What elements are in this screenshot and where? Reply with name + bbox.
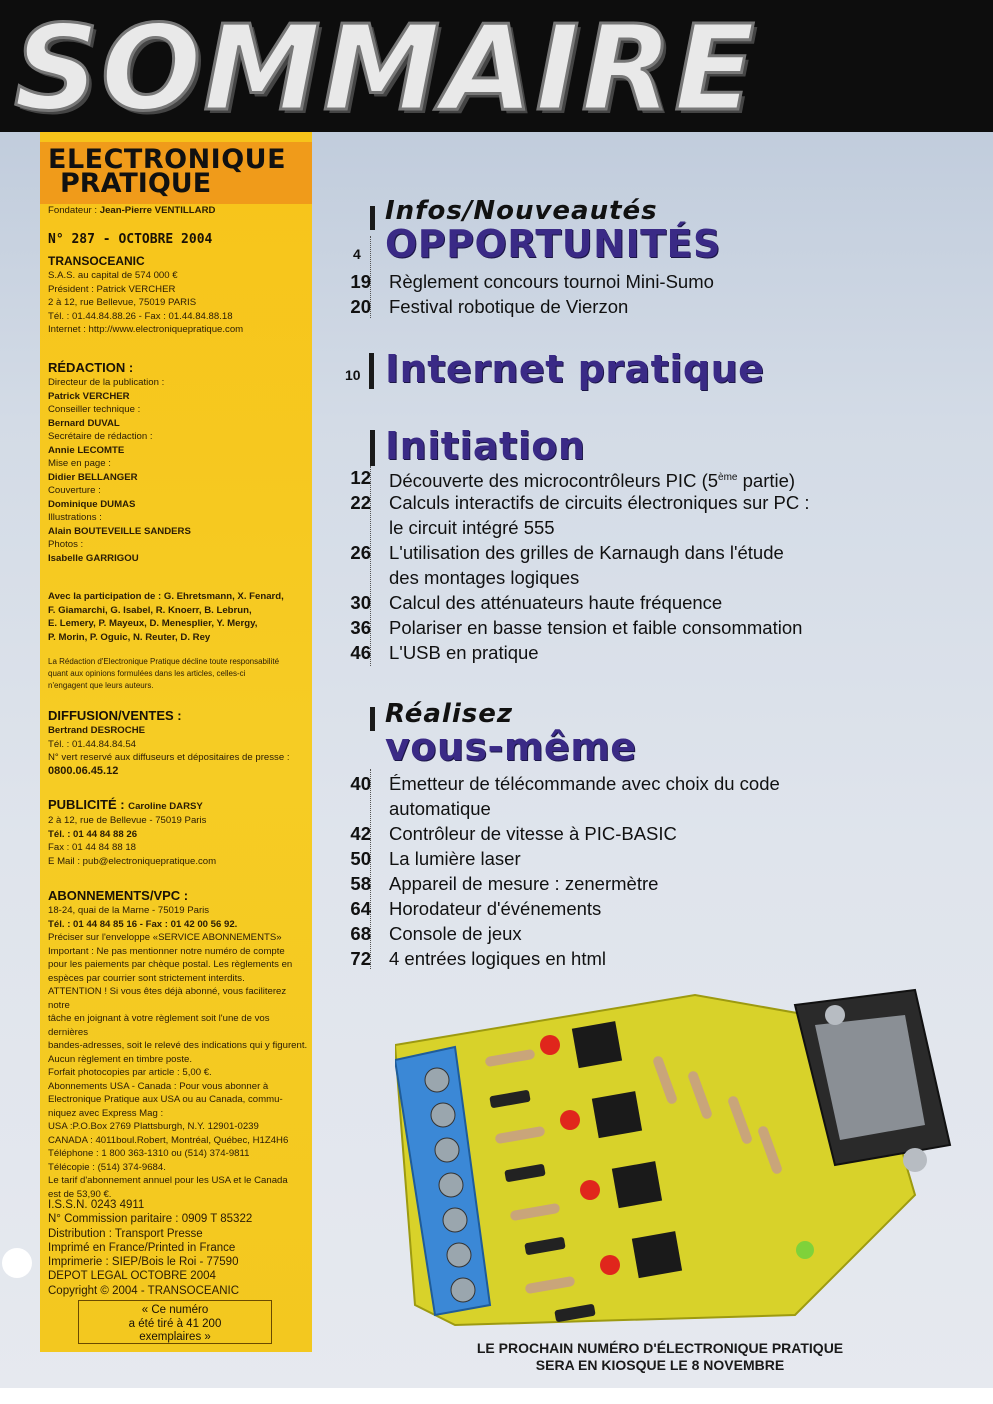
founder: [48, 204, 310, 218]
section-kicker: Réalisez: [385, 699, 513, 729]
redaction-block: [48, 360, 310, 565]
publicite-line: Fax : 01 44 84 88 18: [48, 842, 137, 853]
page-number: 4: [353, 246, 361, 262]
publisher-line: Internet : http://www.electroniquepratique.com: [48, 324, 244, 335]
entry-title: Horodateur d'événements: [389, 898, 602, 919]
issue-number: N° 287 - OCTOBRE 2004: [48, 232, 213, 247]
abo-line: Forfait photocopies par article : 5,00 €.: [48, 1067, 212, 1078]
entry-text: le circuit intégré 555: [389, 517, 555, 538]
diffusion-heading: DIFFUSION/VENTES :: [48, 708, 182, 723]
legal-line: I.S.S.N. 0243 4911: [48, 1199, 145, 1211]
legal-line: Distribution : Transport Presse: [48, 1227, 203, 1240]
abonnements-block: [48, 888, 310, 1201]
section-bar: [370, 430, 375, 466]
publisher-line: 2 à 12, rue Bellevue, 75019 PARIS: [48, 297, 197, 308]
disclaimer-line: n'engagent que leurs auteurs.: [48, 681, 154, 690]
entry-text: Découverte des microcontrôleurs PIC (5: [389, 470, 719, 492]
entry-title: [389, 465, 929, 493]
masthead-title: SOMMAIRE: [14, 6, 757, 130]
entry-text: Calculs interactifs de circuits électroniques sur PC :: [389, 492, 810, 513]
page-bottom-margin: [0, 1388, 993, 1404]
entry-page: 20: [350, 296, 371, 317]
section-title: Initiation: [385, 424, 586, 468]
abo-line: espèces par courrier sont strictement interdits.: [48, 972, 245, 984]
section-bar: [370, 707, 375, 731]
disclaimer-line: La Rédaction d'Electronique Pratique décline toute responsabilité: [48, 657, 280, 666]
publicite-line: E Mail : pub@electroniquepratique.com: [48, 855, 217, 867]
entry-text: des montages logiques: [389, 567, 580, 588]
abo-line: USA :P.O.Box 2769 Plattsburgh, N.Y. 12901-0239: [48, 1121, 259, 1132]
disclaimer-line: quant aux opinions formulées dans les articles, celles-ci: [48, 669, 246, 678]
entry-title: Polariser en basse tension et faible consommation: [389, 617, 803, 638]
entry-title: Règlement concours tournoi Mini-Sumo: [389, 271, 714, 292]
entry-title: [389, 490, 929, 540]
print-run-line: a été tiré à 41 200: [128, 1317, 222, 1330]
publicite-name: Caroline DARSY: [128, 801, 203, 812]
legal-line: DEPOT LEGAL OCTOBRE 2004: [48, 1270, 216, 1283]
role-label: Mise en page :: [48, 458, 111, 469]
section-kicker: Infos/Nouveautés: [385, 196, 658, 226]
diffusion-line: 0800.06.45.12: [48, 764, 119, 777]
entry-page: 64: [350, 898, 371, 919]
publicite-line: 2 à 12, rue de Bellevue - 75019 Paris: [48, 815, 207, 826]
publisher-block: [48, 253, 310, 337]
diffusion-line: N° vert reservé aux diffuseurs et dépositaires de presse :: [48, 752, 290, 763]
publicite-block: [48, 796, 310, 868]
abo-line: niquez avec Express Mag :: [48, 1107, 164, 1119]
section-bar: [370, 206, 375, 230]
abo-line: Electronique Pratique aux USA ou au Canada, commu-: [48, 1094, 283, 1105]
abo-line: Aucun règlement en timbre poste.: [48, 1053, 192, 1065]
role-label: Directeur de la publication :: [48, 377, 165, 388]
entry-page: 36: [350, 617, 371, 638]
entry-title: Contrôleur de vitesse à PIC-BASIC: [389, 823, 677, 844]
entry-text: automatique: [389, 798, 491, 819]
entry-page: 40: [350, 773, 371, 794]
abo-line: Télécopie : (514) 374-9684.: [48, 1161, 166, 1173]
entry-page: 26: [350, 542, 371, 563]
legal-line: N° Commission paritaire : 0909 T 85322: [48, 1213, 253, 1226]
entry-page: 50: [350, 848, 371, 869]
legal-block: [48, 1198, 310, 1298]
staff-name: Didier BELLANGER: [48, 471, 138, 483]
section-title: Internet pratique: [385, 347, 765, 391]
founder-label: Fondateur :: [48, 205, 100, 216]
section-realisez: [345, 695, 945, 975]
pcb-photo: [395, 985, 955, 1330]
entry-page: 22: [350, 492, 371, 513]
abo-line: Le tarif d'abonnement annuel pour les USA et le Canada: [48, 1175, 288, 1186]
entry-page: 42: [350, 823, 371, 844]
participation-block: [48, 590, 310, 644]
masthead: [0, 0, 993, 132]
entry-title: Calcul des atténuateurs haute fréquence: [389, 592, 723, 613]
entry-title: Festival robotique de Vierzon: [389, 296, 629, 317]
abo-line: est de 53,90 €.: [48, 1188, 112, 1200]
pcb-illustration: [395, 985, 955, 1330]
brand-line2: PRATIQUE: [60, 168, 212, 199]
brand-logo: [40, 142, 312, 204]
section-bar: [369, 353, 374, 389]
publisher-line: Président : Patrick VERCHER: [48, 283, 176, 295]
abo-line: CANADA : 4011boul.Robert, Montréal, Québec, H1Z4H6: [48, 1134, 289, 1146]
staff-name: Patrick VERCHER: [48, 390, 130, 402]
entry-title: [389, 540, 929, 590]
brand-line1: ELECTRONIQUE: [48, 144, 287, 175]
abo-line: Abonnements USA - Canada : Pour vous abonner à: [48, 1080, 269, 1092]
entry-title: Console de jeux: [389, 923, 522, 944]
entry-title: Appareil de mesure : zenermètre: [389, 873, 659, 894]
green-led: [796, 1241, 814, 1259]
entry-title: L'USB en pratique: [389, 642, 539, 663]
entry-sup: ème: [718, 472, 738, 483]
entry-text: L'utilisation des grilles de Karnaugh dans l'étude: [389, 542, 784, 563]
redaction-heading: RÉDACTION :: [48, 360, 134, 375]
next-issue-note: [370, 1340, 950, 1374]
publicite-heading: PUBLICITÉ :: [48, 797, 129, 812]
entry-title: La lumière laser: [389, 848, 521, 869]
print-run-line: exemplaires »: [139, 1331, 211, 1343]
abonnements-heading: ABONNEMENTS/VPC :: [48, 888, 189, 903]
abo-line: Téléphone : 1 800 363-1310 ou (514) 374-9811: [48, 1148, 250, 1159]
entry-title: 4 entrées logiques en html: [389, 948, 606, 969]
entry-page: 19: [350, 271, 371, 292]
staff-name: Annie LECOMTE: [48, 444, 125, 456]
legal-line: Copyright © 2004 - TRANSOCEANIC: [48, 1284, 240, 1297]
abo-line: 18-24, quai de la Marne - 75019 Paris: [48, 905, 210, 916]
next-issue-line: LE PROCHAIN NUMÉRO D'ÉLECTRONIQUE PRATIQUE: [476, 1340, 844, 1356]
participation-line: E. Lemery, P. Mayeux, D. Menesplier, Y. Mergy,: [48, 618, 258, 629]
entry-page: 12: [350, 467, 371, 488]
page-number: 10: [345, 367, 361, 383]
role-label: Conseiller technique :: [48, 404, 141, 415]
legal-line: Imprimé en France/Printed in France: [48, 1241, 236, 1254]
diffusion-line: Tél. : 01.44.84.84.54: [48, 738, 137, 750]
section-title: OPPORTUNITÉS: [385, 222, 721, 266]
abo-line: Préciser sur l'enveloppe «SERVICE ABONNEMENTS»: [48, 932, 282, 943]
print-run-box: [78, 1300, 272, 1344]
sidebar-credits: [40, 132, 312, 1352]
abo-line: Tél. : 01 44 84 85 16 - Fax : 01 42 00 56 92.: [48, 918, 238, 930]
entry-text: Émetteur de télécommande avec choix du code: [389, 773, 780, 794]
section-title: vous-même: [385, 725, 637, 769]
staff-name: Alain BOUTEVEILLE SANDERS: [48, 525, 191, 537]
publisher-line: Tél. : 01.44.84.88.26 - Fax : 01.44.84.88.18: [48, 310, 233, 322]
founder-name: Jean-Pierre VENTILLARD: [99, 205, 216, 216]
role-label: Illustrations :: [48, 512, 102, 523]
publisher-name: TRANSOCEANIC: [48, 254, 145, 268]
next-issue-line: SERA EN KIOSQUE LE 8 NOVEMBRE: [535, 1357, 785, 1373]
staff-name: Isabelle GARRIGOU: [48, 552, 139, 564]
entry-page: 68: [350, 923, 371, 944]
role-label: Couverture :: [48, 485, 101, 496]
abo-line: pour les paiements par chèque postal. Les règlements en: [48, 959, 293, 970]
publicite-line: Tél. : 01 44 84 88 26: [48, 828, 138, 840]
section-initiation: [345, 420, 945, 670]
staff-name: Dominique DUMAS: [48, 498, 136, 510]
abo-line: bandes-adresses, soit le relevé des indications qui y figurent.: [48, 1040, 308, 1051]
participation-line: P. Morin, P. Oguic, N. Reuter, D. Rey: [48, 631, 211, 643]
abo-line: tâche en joignant à votre règlement soit l'une de vos dernières: [48, 1013, 270, 1038]
entry-page: 46: [350, 642, 371, 663]
staff-name: Bernard DUVAL: [48, 417, 120, 429]
role-label: Photos :: [48, 539, 84, 550]
disclaimer: [48, 656, 310, 692]
diffusion-block: [48, 708, 310, 778]
abo-line: Important : Ne pas mentionner notre numéro de compte: [48, 945, 285, 957]
entry-title: [389, 771, 929, 821]
legal-line: Imprimerie : SIEP/Bois le Roi - 77590: [48, 1256, 239, 1269]
publisher-line: S.A.S. au capital de 574 000 €: [48, 270, 178, 281]
section-internet: [345, 345, 945, 395]
entry-page: 72: [350, 948, 371, 969]
diffusion-line: Bertrand DESROCHE: [48, 725, 146, 736]
print-run-line: « Ce numéro: [141, 1304, 209, 1316]
scan-hole: [2, 1248, 32, 1278]
abo-line: ATTENTION ! Si vous êtes déjà abonné, vous faciliterez notre: [48, 986, 287, 1011]
participation-line: Avec la participation de : G. Ehretsmann, X. Fenard,: [48, 591, 284, 602]
section-opportunites: [345, 192, 945, 322]
role-label: Secrétaire de rédaction :: [48, 431, 153, 442]
participation-line: F. Giamarchi, G. Isabel, R. Knoerr, B. Lebrun,: [48, 604, 252, 616]
entry-tail: partie): [737, 470, 796, 492]
entry-page: 58: [350, 873, 371, 894]
entry-page: 30: [350, 592, 371, 613]
